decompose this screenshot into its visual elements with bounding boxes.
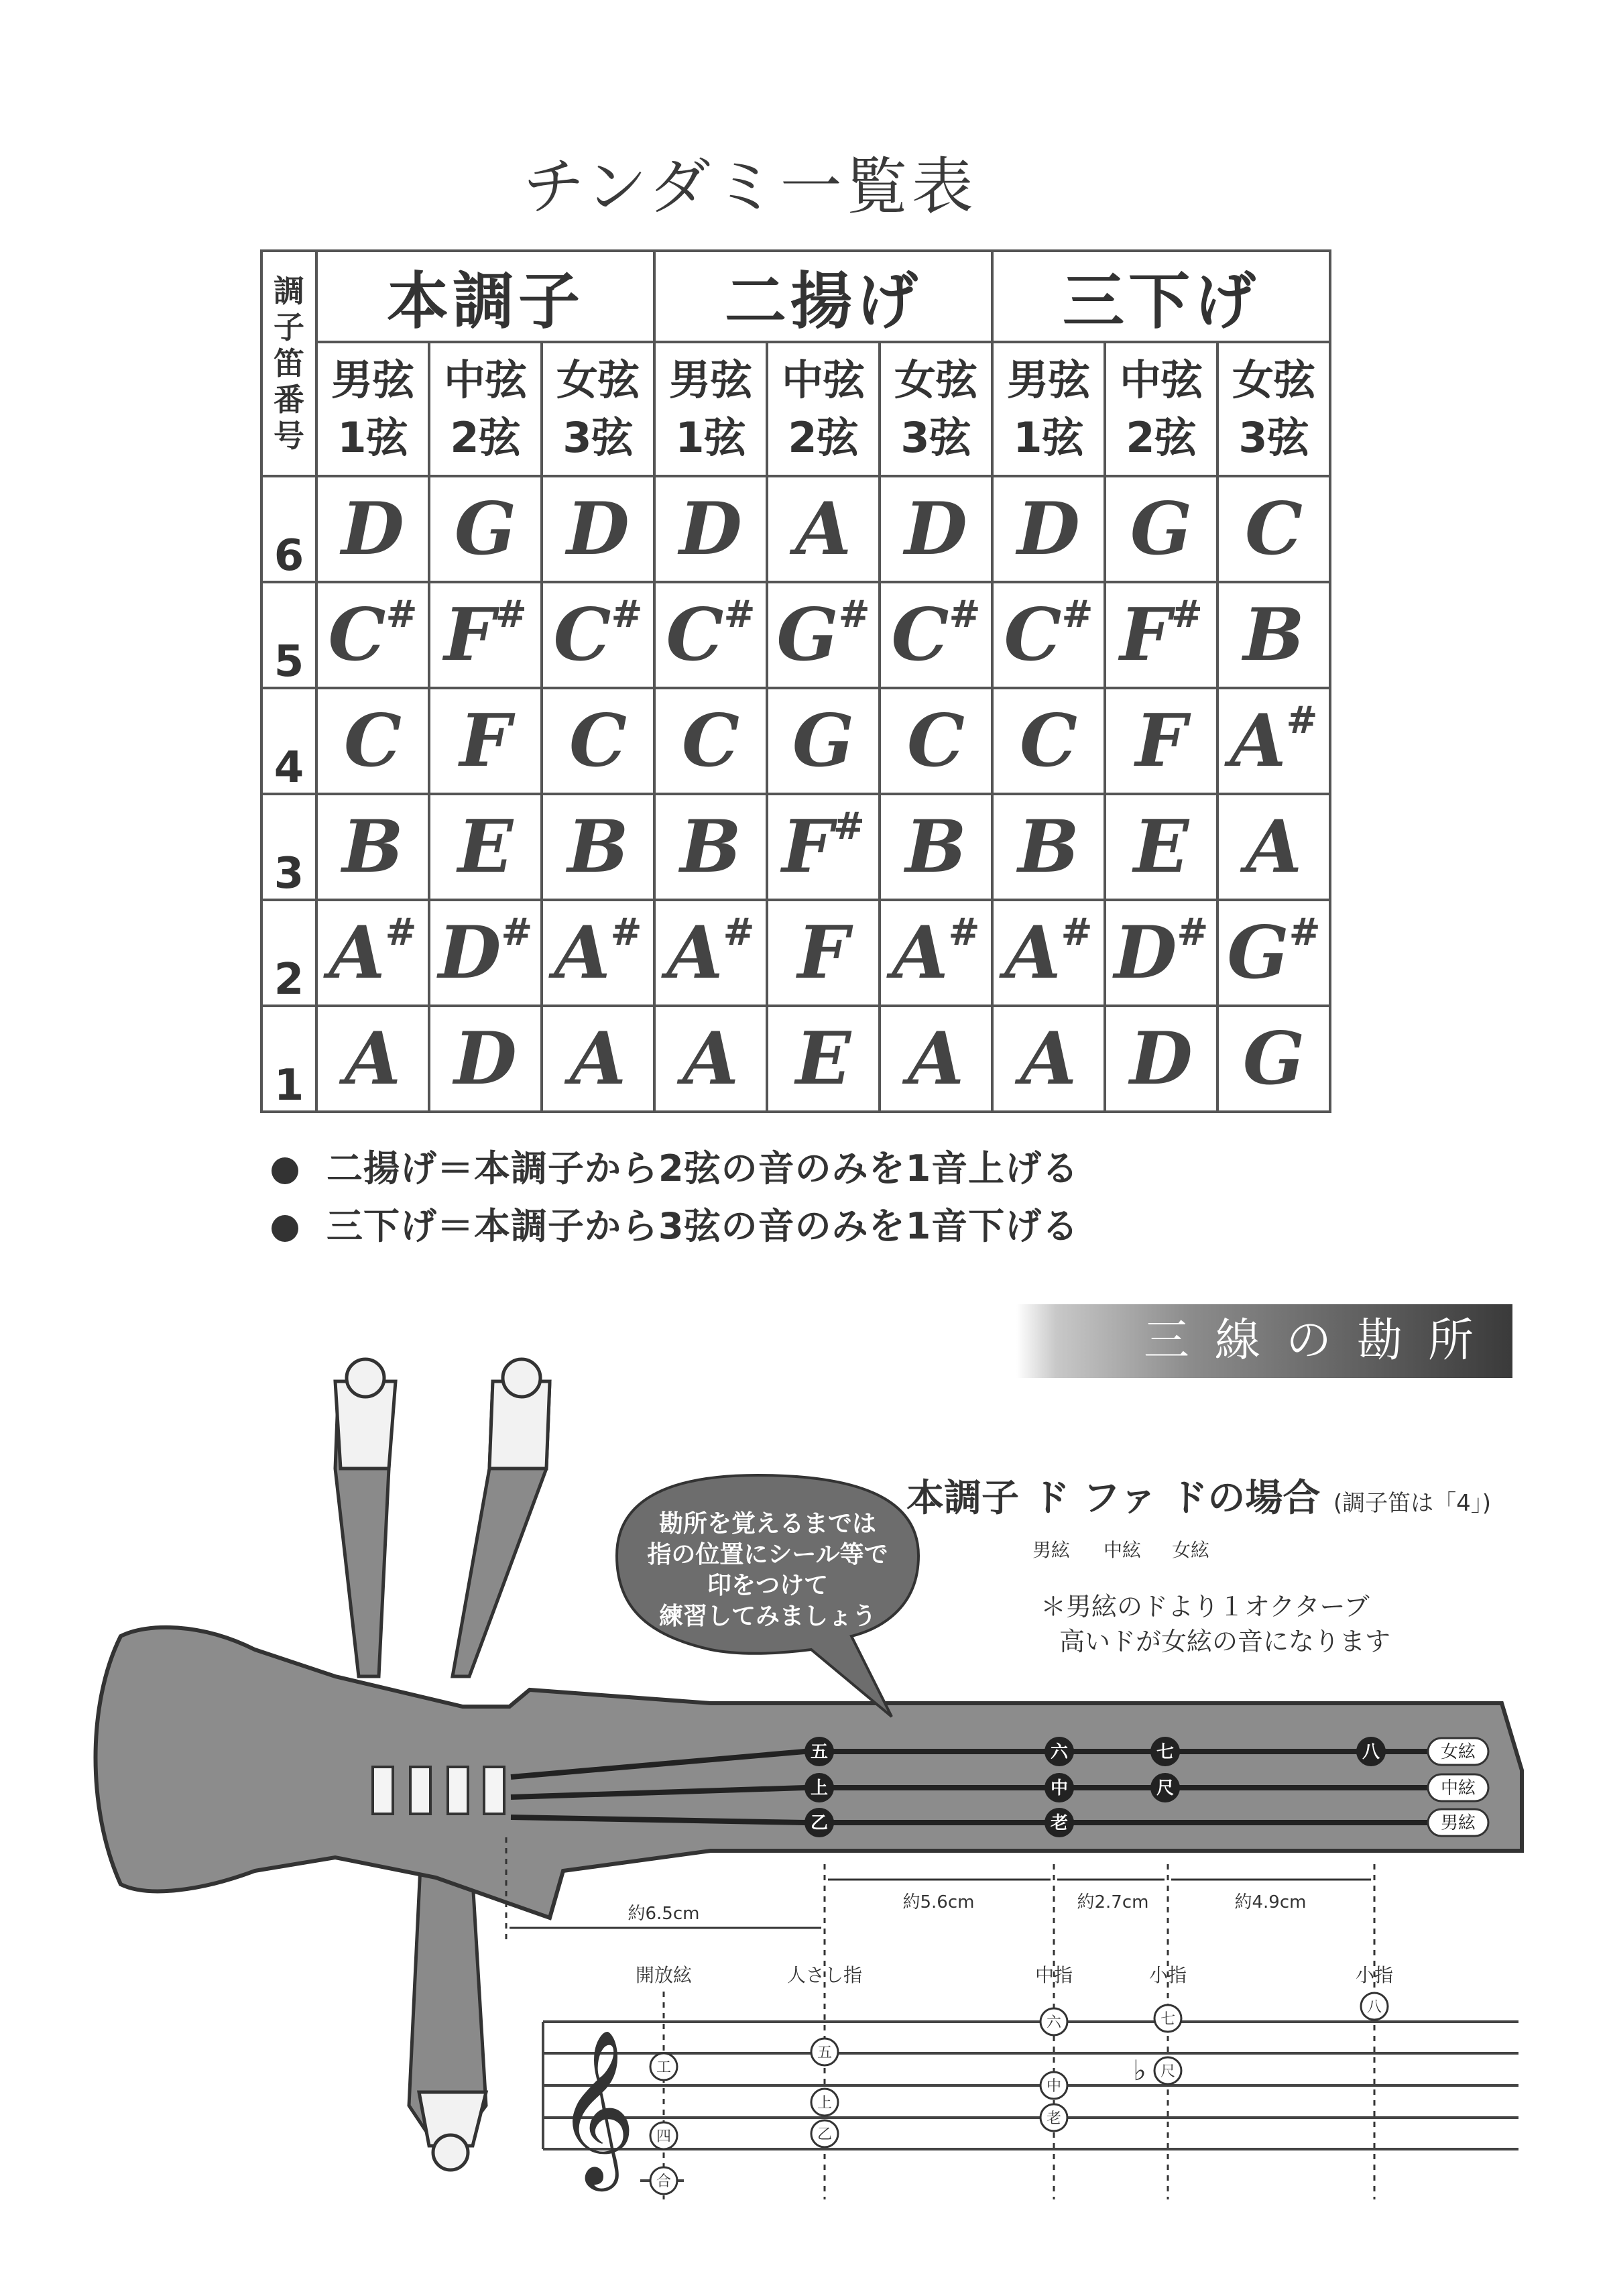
note-cell: D#	[429, 900, 542, 1006]
note-cell: F#	[767, 794, 880, 900]
legend-item: 三下げ＝本調子から3弦の音のみを1音下げる	[272, 1198, 1079, 1249]
string-header: 男弦 1弦	[992, 342, 1105, 476]
note-cell: G	[429, 476, 542, 582]
note-cell: C	[880, 688, 992, 794]
string-header: 中弦 2弦	[767, 342, 880, 476]
note-cell: F#	[1105, 582, 1217, 688]
note-cell: F	[767, 900, 880, 1006]
fue-number: 6	[261, 476, 316, 582]
svg-text:合: 合	[656, 2173, 672, 2190]
fue-number: 1	[261, 1006, 316, 1112]
page-title: チンダミ一覧表	[523, 151, 977, 223]
note-cell: B	[654, 794, 767, 900]
note-cell: C#	[654, 582, 767, 688]
sanshin-head	[96, 1627, 1523, 1918]
note-cell: G#	[767, 582, 880, 688]
note-cell: G#	[1217, 900, 1330, 1006]
note-cell: C#	[880, 582, 992, 688]
note-cell: A	[992, 1006, 1105, 1112]
tuning-honchoshi: 本調子	[316, 251, 654, 342]
finger-label: 開放絃	[635, 1964, 693, 1986]
note-cell: E	[767, 1006, 880, 1112]
string-header: 中弦 2弦	[1105, 342, 1217, 476]
fue-number: 4	[261, 688, 316, 794]
distance-label: 約6.5cm	[628, 1904, 700, 1924]
note-cell: D	[429, 1006, 542, 1112]
fue-number: 5	[261, 582, 316, 688]
svg-text:五: 五	[817, 2045, 833, 2061]
label-onna: 女絃	[1172, 1539, 1210, 1561]
svg-text:八: 八	[1366, 1999, 1382, 2016]
svg-text:上: 上	[817, 2095, 833, 2112]
mark-chu: 中	[1050, 1778, 1069, 1798]
note-cell: A	[767, 476, 880, 582]
string-header: 女弦 3弦	[880, 342, 992, 476]
note-cell: A#	[992, 900, 1105, 1006]
mark-shaku: 尺	[1156, 1778, 1175, 1798]
note-cell: F	[429, 688, 542, 794]
note-cell: B	[1217, 582, 1330, 688]
note-cell: A	[654, 1006, 767, 1112]
note-cell: E	[429, 794, 542, 900]
distance-label: 約2.7cm	[1077, 1892, 1149, 1912]
note-cell: D	[542, 476, 654, 582]
svg-text:四: 四	[656, 2128, 672, 2145]
section-title: 三 線 の 勘 所	[1016, 1304, 1512, 1378]
mark-go: 五	[810, 1742, 829, 1762]
note-cell: A	[1217, 794, 1330, 900]
note-cell: D	[880, 476, 992, 582]
note-cell: C	[316, 688, 429, 794]
string-header: 男弦 1弦	[654, 342, 767, 476]
note-cell: C	[654, 688, 767, 794]
mark-jo: 上	[810, 1778, 829, 1798]
tuning-sansage: 三下げ	[992, 251, 1330, 342]
string-header: 中弦 2弦	[429, 342, 542, 476]
svg-text:尺: 尺	[1160, 2063, 1176, 2080]
svg-text:工: 工	[656, 2059, 672, 2076]
label-naka: 中絃	[1104, 1539, 1142, 1561]
note-cell: C	[1217, 476, 1330, 582]
mark-shichi: 七	[1156, 1742, 1175, 1762]
note-cell: A	[880, 1006, 992, 1112]
bubble-text: 勘所を覚えるまでは 指の位置にシール等で 印をつけて 練習してみましょう	[647, 1510, 888, 1630]
mark-roku: 六	[1050, 1742, 1069, 1762]
note-cell: A	[316, 1006, 429, 1112]
distance-label: 約5.6cm	[902, 1892, 975, 1912]
tuning-niage: 二揚げ	[654, 251, 992, 342]
svg-text:老: 老	[1046, 2110, 1062, 2127]
note-cell: B	[316, 794, 429, 900]
legend-item: 二揚げ＝本調子から2弦の音のみを1音上げる	[272, 1140, 1079, 1192]
string-header: 女弦 3弦	[542, 342, 654, 476]
note-cell: G	[767, 688, 880, 794]
finger-label: 中指	[1034, 1964, 1073, 1986]
footnote: ＊男絃のドより１オクターブ 高いドが女絃の音になります	[1040, 1592, 1391, 1656]
note-cell: D	[316, 476, 429, 582]
neck-label-otoko: 男絃	[1440, 1813, 1476, 1833]
note-cell: E	[1105, 794, 1217, 900]
flat-icon: ♭	[1133, 2054, 1146, 2087]
neck-label-onna: 女絃	[1440, 1742, 1476, 1762]
note-cell: C#	[542, 582, 654, 688]
svg-text:七: 七	[1160, 2011, 1176, 2028]
distance-label: 約4.9cm	[1234, 1892, 1307, 1912]
note-cell: A#	[880, 900, 992, 1006]
finger-label: 小指	[1355, 1964, 1394, 1986]
treble-clef-icon: 𝄞	[556, 2028, 636, 2185]
svg-text:乙: 乙	[817, 2126, 833, 2143]
note-cell: F	[1105, 688, 1217, 794]
fue-number-header: 調 子 笛 番 号	[261, 251, 316, 476]
mark-ro: 老	[1050, 1813, 1069, 1833]
string-header: 男弦 1弦	[316, 342, 429, 476]
note-cell: G	[1217, 1006, 1330, 1112]
finger-label: 人さし指	[786, 1964, 863, 1986]
note-cell: C	[542, 688, 654, 794]
string-header: 女弦 3弦	[1217, 342, 1330, 476]
finger-label: 小指	[1148, 1964, 1187, 1986]
note-cell: A#	[316, 900, 429, 1006]
fue-number: 3	[261, 794, 316, 900]
note-cell: D#	[1105, 900, 1217, 1006]
note-cell: A#	[542, 900, 654, 1006]
mark-hachi: 八	[1362, 1742, 1380, 1762]
note-cell: C#	[316, 582, 429, 688]
label-otoko: 男絃	[1032, 1539, 1071, 1561]
note-cell: A#	[1217, 688, 1330, 794]
note-cell: D	[1105, 1006, 1217, 1112]
note-cell: C	[992, 688, 1105, 794]
note-cell: A	[542, 1006, 654, 1112]
note-cell: C#	[992, 582, 1105, 688]
svg-text:中: 中	[1046, 2078, 1062, 2095]
note-cell: F#	[429, 582, 542, 688]
case-title: 本調子 ド ファ ドの場合 (調子笛は「4」)	[906, 1477, 1492, 1520]
neck-label-naka: 中絃	[1440, 1778, 1476, 1798]
note-cell: A#	[654, 900, 767, 1006]
note-cell: B	[880, 794, 992, 900]
mark-otsu: 乙	[810, 1813, 829, 1833]
note-cell: G	[1105, 476, 1217, 582]
note-cell: B	[542, 794, 654, 900]
fue-number: 2	[261, 900, 316, 1006]
note-cell: D	[654, 476, 767, 582]
note-cell: D	[992, 476, 1105, 582]
note-cell: B	[992, 794, 1105, 900]
svg-text:六: 六	[1046, 2014, 1062, 2031]
